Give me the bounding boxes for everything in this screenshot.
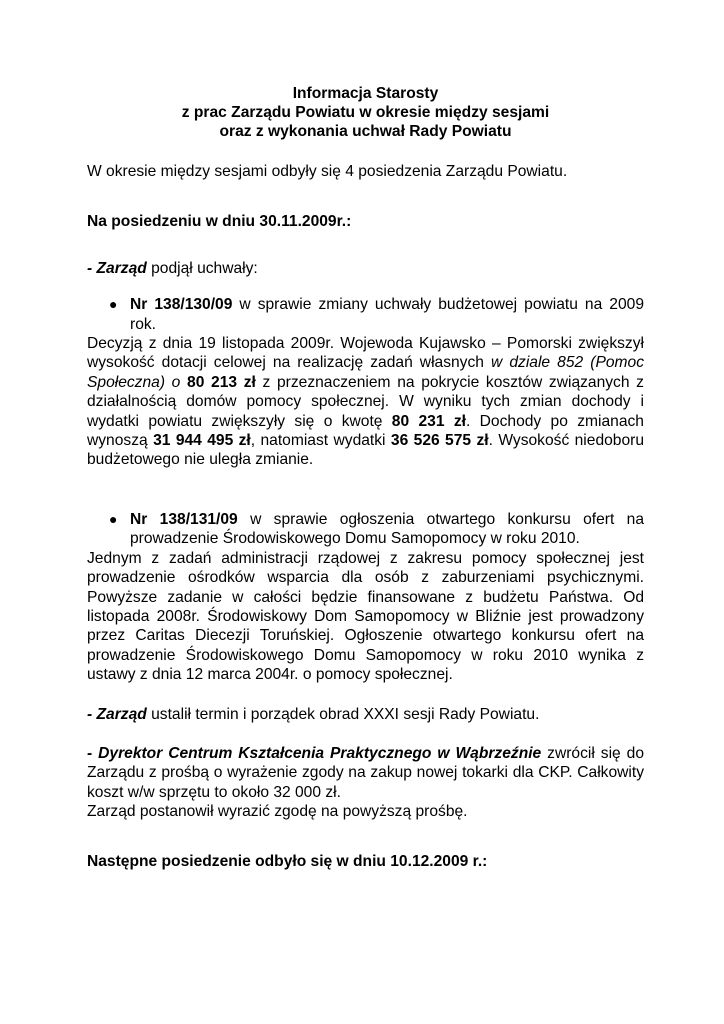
document-page — [87, 84, 644, 871]
next-session-heading: Następne posiedzenie odbyło się w dniu 10.12.2009 r.: — [87, 852, 488, 870]
zarzad-label: - Zarząd — [87, 705, 147, 723]
amount: 31 944 495 zł — [153, 432, 251, 450]
intro-paragraph: W okresie między sesjami odbyły się 4 posiedzenia Zarządu Powiatu. — [87, 163, 568, 180]
resolution-description: Jednym z zadań administracji rządowej z zakresu pomocy społecznej jest prowadzenie ośrodków wsparcia dla osób z zaburzeniami psychicznymi. Powyższe zadanie w całości będzie finansowane z budżetu Państwa. Od listopada 2008r. Środowiskowy Dom Samopomocy w Bliźnie jest prowadzony przez Caritas Diecezji Toruńskiej. Ogłoszenie otwartego konkursu ofert na prowadzenie Środowiskowego Domu Samopomocy w roku 2010 wynika z ustawy z dnia 12 marca 2004r. o pomocy społecznej. — [87, 549, 644, 684]
resolution-title: w sprawie ogłoszenia otwartego konkursu ofert na prowadzenie Środowiskowego Domu Samopomocy w roku 2010. — [130, 510, 644, 548]
bullet-icon: ● — [109, 510, 118, 527]
director-text: zwrócił się do Zarządu z prośbą o wyrażenie zgody na zakup nowej tokarki dla CKP. Całkowity koszt w/w sprzętu to około 32 000 zł. — [87, 744, 644, 801]
resolution-text: . Dochody po zmianach wynoszą — [87, 412, 644, 450]
zarzad-session-order — [87, 705, 644, 724]
amount: 80 231 zł — [391, 412, 466, 430]
title-line-3: oraz z wykonania uchwał Rady Powiatu — [219, 123, 512, 140]
resolution-title: w sprawie zmiany uchwały budżetowej powiatu na 2009 rok. — [130, 296, 644, 333]
resolution-item — [87, 295, 644, 334]
bullet-icon: ● — [109, 296, 118, 313]
zarzad-resolutions-intro — [87, 259, 644, 278]
title-line-2: z prac Zarządu Powiatu w okresie między sesjami — [181, 104, 550, 121]
resolution-text: Decyzją z dnia 19 listopada 2009r. Wojewoda Kujawsko – Pomorski zwiększył wysokość dotacji celowej na realizację zadań własnych — [87, 335, 644, 372]
resolution-text: z przeznaczeniem na pokrycie kosztów związanych z działalnością domów pomocy społecznej. W wyniku tych zmian dochody i wydatki powiatu zwiększyły się o kwotę — [87, 373, 644, 430]
resolution-italic-text: w dziale 852 (Pomoc Społeczna) o — [87, 354, 644, 391]
title-line-1: Informacja Starosty — [292, 85, 439, 102]
resolution-description — [87, 334, 644, 470]
resolution-text: . Wysokość niedoboru budżetowego nie uległa zmianie. — [87, 432, 645, 469]
amount: 36 526 575 zł — [390, 432, 489, 450]
resolution-number: Nr 138/130/09 — [130, 296, 233, 314]
resolution-list-1 — [87, 295, 644, 334]
resolution-list-2 — [87, 510, 644, 549]
amount: 80 213 zł — [187, 373, 256, 391]
zarzad-text: ustalił termin i porządek obrad XXXI sesji Rady Powiatu. — [146, 705, 540, 723]
document-title — [87, 84, 644, 141]
zarzad-label: - Zarząd — [87, 259, 147, 277]
board-decision: Zarząd postanowił wyrazić zgodę na powyższą prośbę. — [87, 803, 468, 821]
director-label: - Dyrektor Centrum Kształcenia Praktycznego w Wąbrzeźnie — [87, 744, 542, 762]
director-request — [87, 744, 644, 802]
session-heading: Na posiedzeniu w dniu 30.11.2009r.: — [87, 213, 352, 231]
resolution-number: Nr 138/131/09 — [130, 510, 238, 528]
resolution-text: , natomiast wydatki — [250, 432, 391, 450]
resolution-item — [87, 510, 644, 549]
zarzad-text: podjął uchwały: — [146, 259, 258, 277]
